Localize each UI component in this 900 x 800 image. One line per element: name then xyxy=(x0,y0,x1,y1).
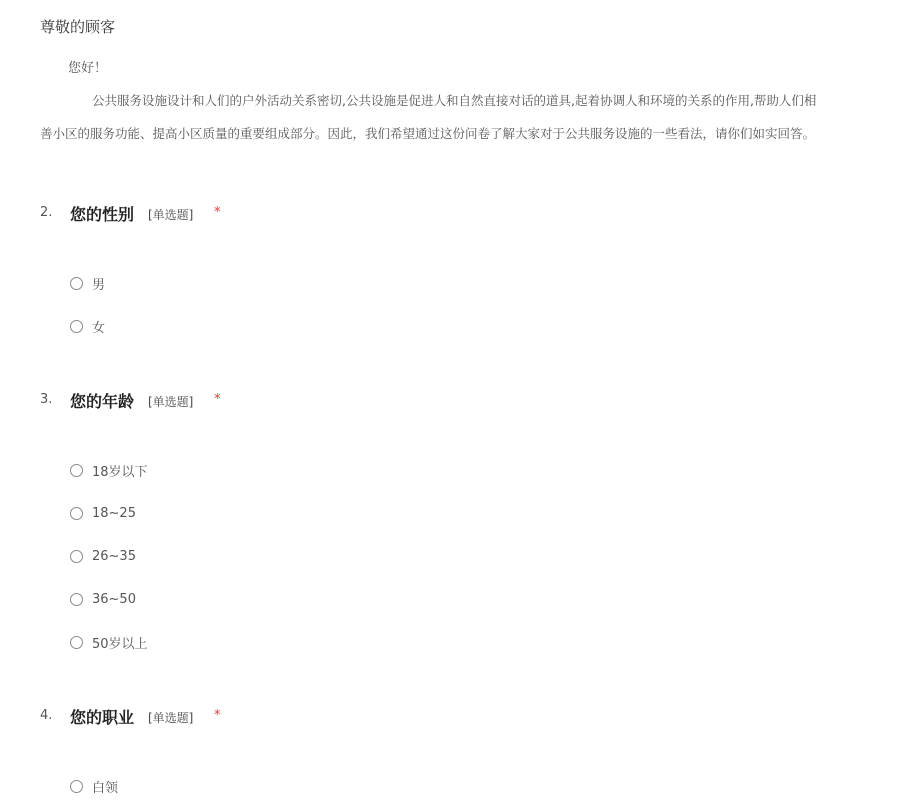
option-male[interactable] xyxy=(70,273,105,293)
required-marker: * xyxy=(214,205,221,220)
option-female[interactable] xyxy=(70,316,105,336)
option-age-36-50[interactable] xyxy=(70,589,136,609)
radio-icon[interactable] xyxy=(70,464,83,477)
question-title: 您的年龄 xyxy=(70,392,135,411)
question-title: 您的职业 xyxy=(70,708,135,727)
option-age-26-35[interactable] xyxy=(70,546,136,566)
radio-icon[interactable] xyxy=(70,507,83,520)
option-label: 女 xyxy=(92,320,106,336)
radio-icon[interactable] xyxy=(70,780,83,793)
question-type-label: [单选题] xyxy=(148,208,194,222)
option-label: 白领 xyxy=(92,780,119,796)
radio-icon[interactable] xyxy=(70,593,83,606)
radio-icon[interactable] xyxy=(70,636,83,649)
radio-icon[interactable] xyxy=(70,550,83,563)
option-age-over-50[interactable] xyxy=(70,632,148,652)
option-label: 18岁以下 xyxy=(92,464,148,480)
option-age-18-25[interactable] xyxy=(70,503,136,523)
greeting-title: 尊敬的顾客 xyxy=(40,18,116,36)
question-number: 4. xyxy=(40,708,53,723)
option-label: 26~35 xyxy=(92,548,136,564)
question-number: 2. xyxy=(40,205,53,220)
intro-paragraph-line-2: 善小区的服务功能、提高小区质量的重要组成部分。因此，我们希望通过这份问卷了解大家对于公共服务设施的一些看法，请你们如实回答。 xyxy=(40,126,816,141)
option-label: 男 xyxy=(92,277,106,293)
required-marker: * xyxy=(214,392,221,407)
required-marker: * xyxy=(214,708,221,723)
option-label: 18~25 xyxy=(92,505,136,521)
option-white-collar[interactable] xyxy=(70,776,118,796)
greeting-hello: 您好！ xyxy=(68,61,108,76)
radio-icon[interactable] xyxy=(70,320,83,333)
question-number: 3. xyxy=(40,392,53,407)
option-label: 36~50 xyxy=(92,591,136,607)
option-age-under-18[interactable] xyxy=(70,460,148,480)
question-type-label: [单选题] xyxy=(148,395,194,409)
question-type-label: [单选题] xyxy=(148,711,194,725)
question-title: 您的性别 xyxy=(70,205,135,224)
intro-paragraph-line-1: 公共服务设施设计和人们的户外活动关系密切,公共设施是促进人和自然直接对话的道具,起着协调人和环境的关系的作用,帮助人们相 xyxy=(92,93,817,108)
option-label: 50岁以上 xyxy=(92,636,148,652)
radio-icon[interactable] xyxy=(70,277,83,290)
